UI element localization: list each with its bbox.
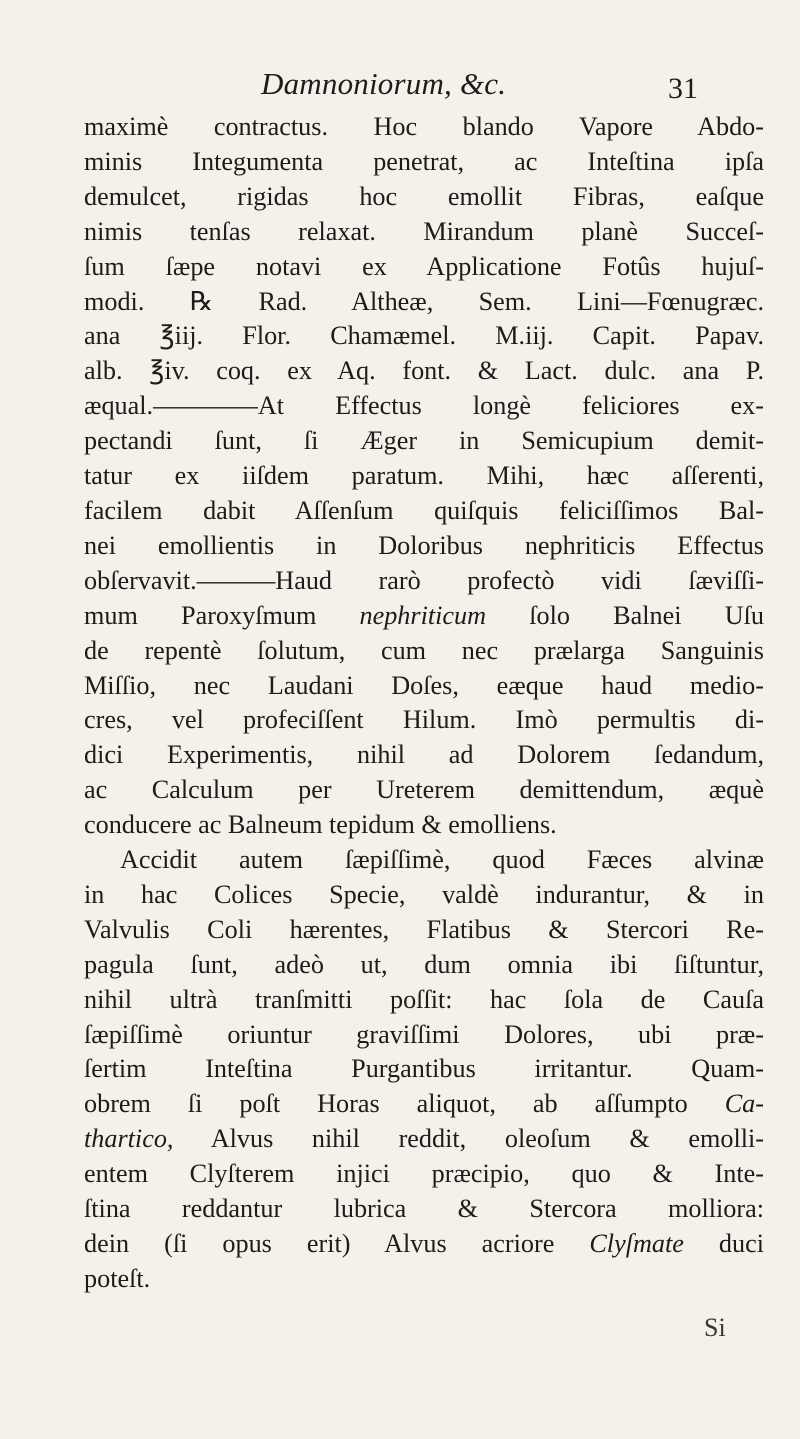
- italic-term: thartico,: [84, 1124, 174, 1154]
- text-line: Accidit autem ſæpiſſimè, quod Fæces alvinæ: [120, 845, 764, 875]
- text-line: [84, 1122, 764, 1157]
- text-line: Valvulis Coli hærentes, Flatibus & Stercori Re-: [84, 914, 764, 944]
- text-line: demulcet, rigidas hoc emollit Fibras, eaſque: [84, 181, 764, 211]
- text-line: æqual.————At Effectus longè feliciores ex-: [84, 391, 764, 421]
- text-line: in hac Colices Specie, valdè indurantur, & in: [84, 879, 764, 909]
- body-text: [84, 110, 764, 1297]
- italic-term: Ca-: [724, 1089, 764, 1119]
- text-line: entem Clyſterem injici præcipio, quo & Inte-: [84, 1159, 764, 1189]
- text-line: ana ℥iij. Flor. Chamæmel. M.iij. Capit. Papav.: [84, 321, 764, 351]
- text-segment: obrem ſi poſt Horas aliquot, ab aſſumpto: [84, 1089, 688, 1119]
- text-line: [84, 1227, 764, 1262]
- text-line: nei emollientis in Doloribus nephriticis Effectus: [84, 530, 764, 560]
- italic-term: nephriticum: [359, 600, 487, 630]
- running-head: Damnoniorum, &c.: [261, 66, 507, 101]
- text-line: [84, 1087, 764, 1122]
- text-line: ſæpiſſimè oriuntur graviſſimi Dolores, ubi præ-: [84, 1019, 764, 1049]
- text-line: maximè contractus. Hoc blando Vapore Abdo-: [84, 112, 764, 141]
- text-segment: dein (ſi opus erit) Alvus acriore: [84, 1229, 555, 1258]
- text-line: obſervavit.———Haud rarò profectò vidi ſæviſſi-: [84, 565, 764, 595]
- text-line: ſertim Inteſtina Purgantibus irritantur. Quam-: [84, 1054, 764, 1084]
- text-line: modi. ℞ Rad. Altheæ, Sem. Lini—Fœnugræc.: [84, 286, 764, 316]
- text-line: ſum ſæpe notavi ex Applicatione Fotûs hujuſ-: [84, 251, 764, 281]
- text-line: dici Experimentis, nihil ad Dolorem ſedandum,: [84, 740, 764, 770]
- text-line: cres, vel profeciſſent Hilum. Imò permultis di-: [84, 705, 764, 735]
- text-line: minis Integumenta penetrat, ac Inteſtina ipſa: [84, 146, 764, 176]
- text-line: nihil ultrà tranſmitti poſſit: hac ſola de Cauſa: [84, 984, 764, 1014]
- text-line: [84, 599, 764, 634]
- text-segment: ſolo Balnei Uſu: [529, 600, 764, 630]
- text-line: alb. ℥iv. coq. ex Aq. font. & Lact. dulc. ana P.: [84, 356, 764, 386]
- text-line: ſtina reddantur lubrica & Stercora molliora:: [84, 1194, 764, 1224]
- text-line: poteſt.: [84, 1263, 151, 1293]
- text-line: pectandi ſunt, ſi Æger in Semicupium demit-: [84, 426, 764, 456]
- italic-term: Clyſmate: [589, 1229, 684, 1258]
- text-line: pagula ſunt, adeò ut, dum omnia ibi ſiſtuntur,: [84, 949, 764, 979]
- text-line: Miſſio, nec Laudani Doſes, eæque haud medio-: [84, 670, 764, 700]
- page-number: 31: [668, 72, 698, 105]
- text-line: facilem dabit Aſſenſum quiſquis feliciſſimos Bal-: [84, 495, 764, 525]
- text-line: de repentè ſolutum, cum nec prælarga Sanguinis: [84, 635, 764, 665]
- text-line: conducere ac Balneum tepidum & emolliens.: [84, 810, 557, 840]
- page-header: [84, 66, 764, 110]
- text-segment: duci: [718, 1229, 764, 1258]
- text-line: nimis tenſas relaxat. Mirandum planè Succeſ-: [84, 216, 764, 246]
- text-line: tatur ex iiſdem paratum. Mihi, hæc aſſerenti,: [84, 461, 764, 491]
- text-line: ac Calculum per Ureterem demittendum, æquè: [84, 775, 764, 805]
- catchword: Si: [704, 1313, 726, 1342]
- text-segment: mum Paroxyſmum: [84, 600, 317, 630]
- text-segment: Alvus nihil reddit, oleoſum & emolli-: [210, 1124, 764, 1154]
